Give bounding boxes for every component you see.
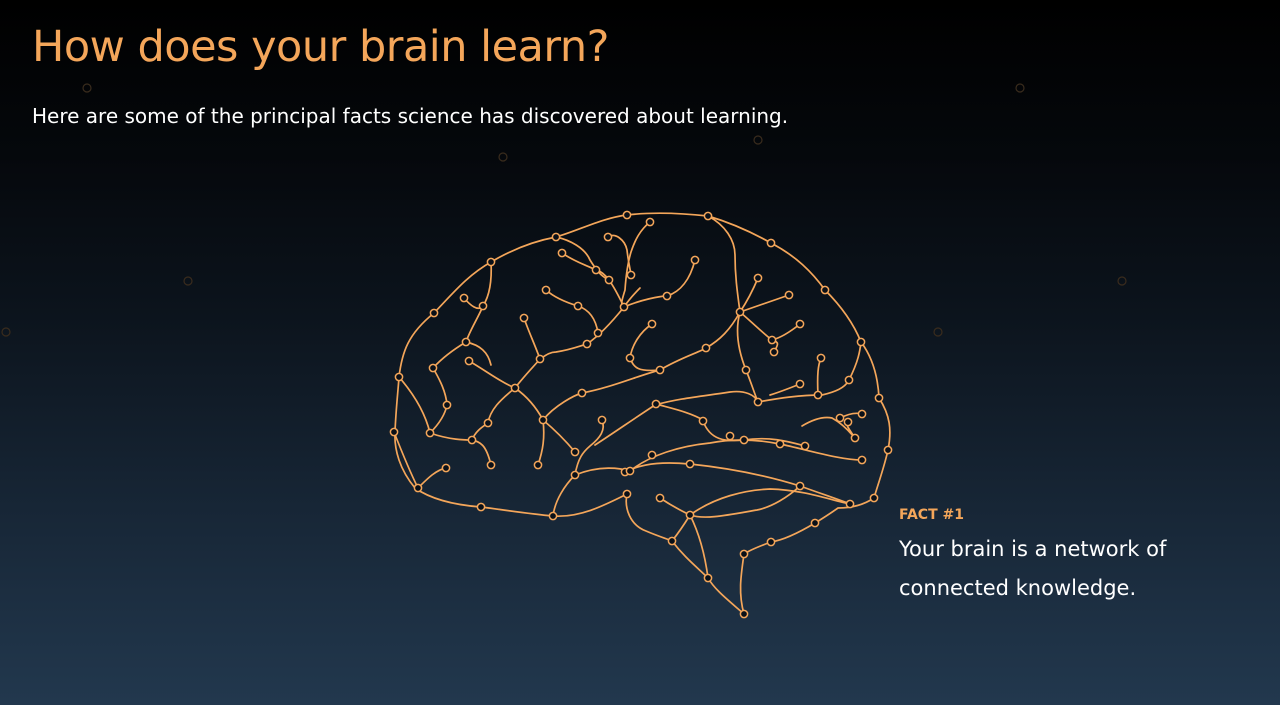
brain-node — [811, 519, 818, 526]
brain-node — [785, 291, 792, 298]
brain-node — [656, 494, 663, 501]
brain-node — [487, 258, 494, 265]
brain-node — [468, 436, 475, 443]
brain-node — [740, 550, 747, 557]
brain-node — [578, 389, 585, 396]
brain-node — [605, 276, 612, 283]
brain-node — [817, 354, 824, 361]
brain-node — [571, 448, 578, 455]
brain-node — [796, 380, 803, 387]
page-title: How does your brain learn? — [32, 22, 609, 72]
brain-node — [686, 460, 693, 467]
brain-node — [704, 574, 711, 581]
brain-node — [726, 432, 733, 439]
brain-node — [558, 249, 565, 256]
brain-node — [858, 456, 865, 463]
brain-node — [768, 336, 775, 343]
brain-node — [443, 401, 450, 408]
brain-node — [870, 494, 877, 501]
brain-node — [801, 442, 808, 449]
brain-node — [648, 451, 655, 458]
brain-node — [395, 373, 402, 380]
brain-node — [702, 344, 709, 351]
brain-node — [646, 218, 653, 225]
brain-node — [767, 239, 774, 246]
brain-node — [668, 537, 675, 544]
brain-node — [704, 212, 711, 219]
brain-node — [414, 484, 421, 491]
brain-node — [767, 538, 774, 545]
brain-node — [626, 354, 633, 361]
brain-node — [740, 436, 747, 443]
brain-node — [821, 286, 828, 293]
brain-node — [430, 309, 437, 316]
brain-node — [844, 418, 851, 425]
brain-node — [652, 400, 659, 407]
brain-node — [626, 467, 633, 474]
brain-node — [627, 271, 634, 278]
fact-label: FACT #1 — [899, 507, 964, 523]
page-subtitle: Here are some of the principal facts science has discovered about learning. — [32, 104, 789, 128]
fact-text: Your brain is a network of connected knowledge. — [899, 537, 1167, 601]
brain-node — [442, 464, 449, 471]
brain-node — [699, 417, 706, 424]
brain-node — [776, 440, 783, 447]
brain-node — [390, 428, 397, 435]
brain-node — [884, 446, 891, 453]
brain-node — [539, 416, 546, 423]
brain-node — [534, 461, 541, 468]
brain-node — [770, 348, 777, 355]
brain-node — [511, 384, 518, 391]
brain-node — [604, 233, 611, 240]
brain-node — [520, 314, 527, 321]
brain-node — [552, 233, 559, 240]
brain-node — [858, 410, 865, 417]
brain-node — [571, 471, 578, 478]
brain-node — [462, 338, 469, 345]
brain-node — [429, 364, 436, 371]
brain-node — [754, 274, 761, 281]
brain-node — [656, 366, 663, 373]
brain-node — [736, 308, 743, 315]
brain-node — [663, 292, 670, 299]
brain-node — [851, 434, 858, 441]
brain-node — [487, 461, 494, 468]
brain-node — [574, 302, 581, 309]
brain-node — [691, 256, 698, 263]
brain-node — [460, 294, 467, 301]
brain-node — [536, 355, 543, 362]
brain-node — [875, 394, 882, 401]
brain-node — [592, 266, 599, 273]
brain-node — [796, 320, 803, 327]
fact-panel — [899, 506, 1259, 608]
brain-node — [583, 340, 590, 347]
brain-node — [857, 338, 864, 345]
brain-node — [594, 329, 601, 336]
brain-node — [814, 391, 821, 398]
brain-node — [623, 211, 630, 218]
brain-node — [686, 511, 693, 518]
brain-node — [549, 512, 556, 519]
brain-node — [623, 490, 630, 497]
brain-node — [620, 303, 627, 310]
brain-node — [754, 398, 761, 405]
brain-node — [477, 503, 484, 510]
brain-node — [740, 610, 747, 617]
brain-node — [836, 414, 843, 421]
brain-node — [648, 320, 655, 327]
brain-node — [742, 366, 749, 373]
brain-node — [426, 429, 433, 436]
brain-node — [796, 482, 803, 489]
brain-node — [845, 376, 852, 383]
brain-node — [542, 286, 549, 293]
brain-node — [598, 416, 605, 423]
brain-node — [484, 419, 491, 426]
brain-node — [465, 357, 472, 364]
brain-node — [479, 302, 486, 309]
brain-node — [846, 500, 853, 507]
